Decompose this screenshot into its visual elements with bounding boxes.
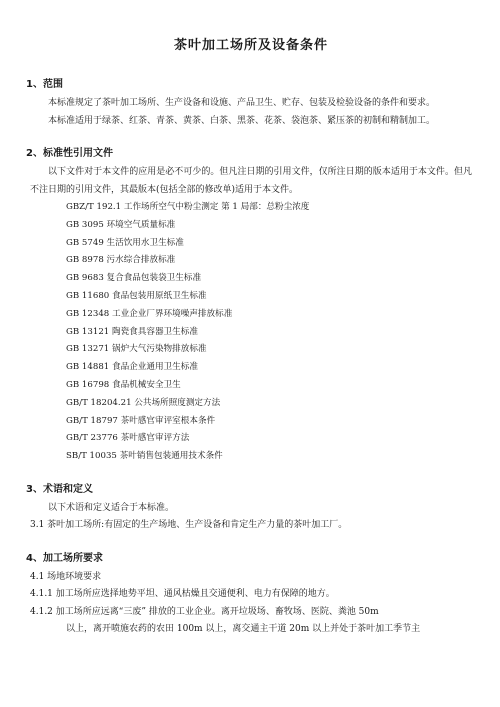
section-3-paragraph-1: 以下术语和定义适合于本标准。 (48, 502, 175, 513)
section-3-definition: 3.1 茶叶加工场所:有固定的生产场地、生产设备和肯定生产力量的茶叶加工厂。 (30, 520, 348, 531)
section-2-heading: 2、标准性引用文件 (26, 148, 113, 159)
reference-item: GBZ/T 192.1 工作场所空气中粉尘测定 第 1 局部：总粉尘浓度 (66, 202, 310, 212)
section-4-subheading: 4.1 场地环境要求 (30, 571, 102, 582)
reference-item: GB/T 18204.21 公共场所照度测定方法 (66, 397, 221, 408)
reference-item: GB/T 18797 茶叶感官审评室根本条件 (66, 415, 216, 426)
reference-item: GB 3095 环境空气质量标准 (66, 219, 176, 230)
section-1-heading: 1、范围 (26, 79, 63, 90)
section-1-paragraph-1: 本标准规定了茶叶加工场所、生产设备和设施、产品卫生、贮存、包装及检验设备的条件和要求。 (48, 98, 436, 108)
reference-list (30, 199, 472, 466)
reference-item: GB 8978 污水综合排放标准 (66, 255, 176, 266)
section-4-clause-1: 4.1.1 加工场所应选择地势平坦、通风枯燥且交通便利、电力有保障的地方。 (30, 589, 335, 600)
reference-item: GB/T 23776 茶叶感官审评方法 (66, 433, 190, 444)
reference-item: GB 11680 食品包装用原纸卫生标准 (66, 290, 207, 301)
document-title: 茶叶加工场所及设备条件 (173, 38, 328, 53)
section-4-clause-2-continued: 以上，离开喷施农药的农田 100m 以上，离交通主干道 20m 以上并处于茶叶加工季节主 (66, 624, 421, 635)
reference-item: GB 16798 食品机械安全卫生 (66, 379, 181, 390)
section-2-paragraph: 以下文件对于本文件的应用是必不可少的。但凡注日期的引用文件，仅所注日期的版本适用于本文件。但凡不注日期的引用文件，其最版本(包括全部的修改单)适用于本文件。 (30, 167, 472, 195)
reference-item: GB 12348 工业企业厂界环境噪声排放标准 (66, 308, 233, 319)
reference-item: GB 5749 生活饮用水卫生标准 (66, 237, 184, 248)
reference-item: GB 9683 复合食品包装袋卫生标准 (66, 273, 202, 284)
section-4-heading: 4、加工场所要求 (26, 552, 103, 564)
reference-item: GB 13121 陶瓷食具容器卫生标准 (66, 326, 198, 337)
section-1-paragraph-2: 本标准适用于绿茶、红茶、青茶、黄茶、白茶、黑茶、花茶、袋泡茶、紧压茶的初制和精制加工。 (48, 115, 436, 126)
reference-item: SB/T 10035 茶叶销售包装通用技术条件 (66, 451, 223, 462)
section-4-clause-2: 4.1.2 加工场所应远离“三废” 排放的工业企业。离开垃圾场、畜牧场、医院、粪池 50m (30, 606, 379, 617)
reference-item: GB 14881 食品企业通用卫生标准 (66, 362, 198, 373)
section-3-heading: 3、术语和定义 (26, 483, 93, 495)
reference-item: GB 13271 锅炉大气污染物排放标准 (66, 344, 207, 355)
